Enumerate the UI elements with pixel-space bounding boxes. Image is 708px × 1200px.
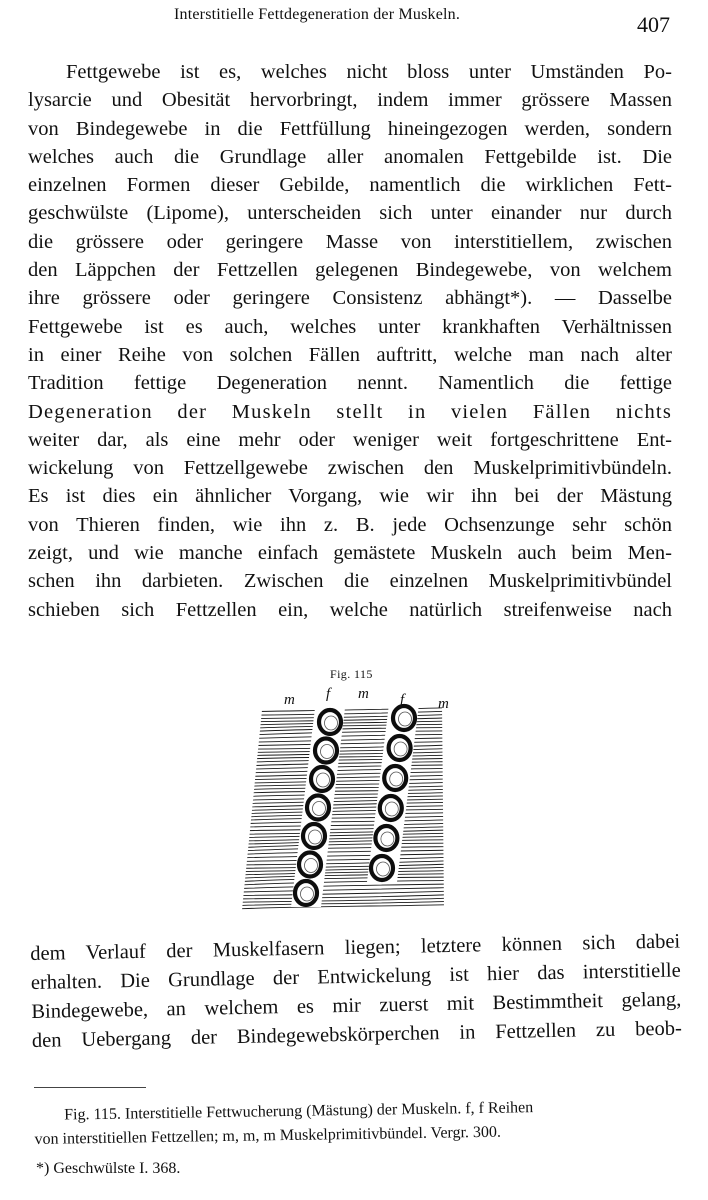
figure-letter-f: f: [326, 686, 331, 702]
fiber-stroke: [232, 761, 468, 766]
text-line: in einer Reihe von solchen Fällen auftritt, welche man nach alter: [28, 343, 672, 366]
fiber-stroke: [232, 765, 468, 770]
caption-line: Fig. 115. Interstitielle Fettwucherung (Mästung) der Muskeln. f, f Reihen: [64, 1099, 534, 1124]
text-line: von Thieren finden, wie ihn z. B. jede Ochsenzunge sehr schön: [28, 513, 672, 536]
page-number: 407: [637, 12, 670, 37]
fiber-stroke: [232, 731, 468, 736]
muscle-fiber-hatching: [232, 707, 468, 909]
caption-line: von interstitiellen Fettzellen; m, m, m Muskelprimitivbündel. Vergr. 300.: [34, 1123, 502, 1148]
text-line: Es ist dies ein ähnlicher Vorgang, wie wir ihn bei der Mästung: [28, 485, 672, 508]
text-line: Tradition fettige Degeneration nennt. Namentlich die fettige: [28, 372, 672, 395]
running-title: Interstitielle Fettdegeneration der Muskeln.: [174, 6, 461, 23]
figure-letter-m: m: [358, 686, 369, 702]
text-line: von Bindegewebe in die Fettfüllung hineingezogen werden, sondern: [28, 117, 672, 140]
footnote: *) Geschwülste I. 368.: [36, 1160, 181, 1177]
text-line: den Läppchen der Fettzellen gelegenen Bindegewebe, von welchem: [28, 259, 672, 282]
text-line: schen ihn darbieten. Zwischen die einzelnen Muskelprimitivbündel: [28, 570, 672, 593]
continuation-paragraph: [30, 928, 682, 1056]
text-line: zeigt, und wie manche einfach gemästete Muskeln auch beim Men-: [28, 542, 672, 565]
footnote-divider: [34, 1087, 146, 1088]
text-line: den Uebergang der Bindegewebskörperchen in Fettzellen zu beob-: [31, 1017, 683, 1052]
text-line: einzelnen Formen dieser Gebilde, namentlich die wirklichen Fett-: [28, 174, 672, 197]
figure-letter-m: m: [438, 696, 449, 712]
figure-caption: [34, 1094, 683, 1152]
figure-letter-m: m: [284, 692, 295, 708]
text-line: geschwülste (Lipome), unterscheiden sich unter einander nur durch: [28, 202, 672, 225]
text-line: Fettgewebe ist es auch, welches unter krankhaften Verhältnissen: [28, 315, 672, 338]
text-line: Bindegewebe, an welchem es mir zuerst mit Bestimmtheit gelang,: [31, 988, 682, 1023]
figure-label: Fig. 115: [330, 667, 373, 681]
muscle-fat-figure: [232, 680, 468, 915]
text-line: welches auch die Grundlage aller anomalen Fettgebilde ist. Die: [28, 145, 672, 168]
text-line: dem Verlauf der Muskelfasern liegen; letztere können sich dabei: [30, 930, 681, 965]
text-line: Fettgewebe ist es, welches nicht bloss unter Umständen Po-: [66, 61, 672, 83]
text-line: schieben sich Fettzellen ein, welche natürlich streifenweise nach: [28, 598, 672, 621]
figure-letter-f: f: [400, 692, 405, 708]
text-line: weiter dar, als eine mehr oder weniger weit fortgeschrittene Ent-: [28, 428, 672, 451]
fat-cell-row-left: [291, 708, 345, 907]
text-line: die grössere oder geringere Masse von interstitiellem, zwischen: [28, 230, 672, 253]
text-line: ihre grössere oder geringere Consistenz abhängt*). — Dasselbe: [28, 287, 672, 310]
main-paragraph: [28, 58, 672, 624]
text-line: lysarcie und Obesität hervorbringt, indem immer grössere Massen: [28, 89, 672, 112]
text-line: wickelung von Fettzellgewebe zwischen den Muskelprimitivbündeln.: [28, 457, 672, 480]
text-line: erhalten. Die Grundlage der Entwickelung ist hier das interstitielle: [30, 959, 681, 994]
text-line: Degeneration der Muskeln stellt in vielen Fällen nichts: [28, 400, 672, 423]
figure-illustration: [232, 680, 468, 915]
fiber-stroke: [232, 877, 468, 882]
